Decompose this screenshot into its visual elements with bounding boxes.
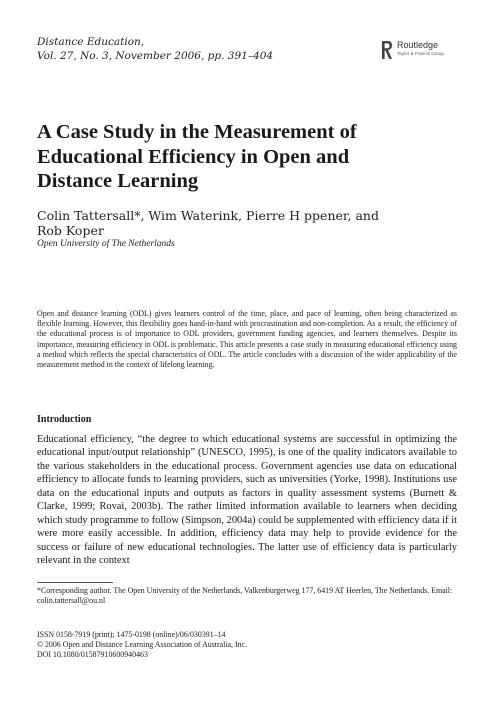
doi-line: DOI 10.1080/01587910600940463 — [37, 650, 148, 659]
routledge-logo-icon — [380, 40, 394, 60]
author-line: Colin Tattersall*, Wim Waterink, Pierre H ppener, and — [37, 208, 379, 223]
journal-name: Distance Education, — [37, 36, 145, 48]
publisher-name: Routledge — [397, 40, 439, 50]
author-affiliation: Open University of The Netherlands — [37, 239, 175, 249]
author-line: Rob Koper — [37, 223, 104, 238]
section-heading-introduction: Introduction — [37, 414, 92, 425]
title-line: Educational Efficiency in Open and — [37, 145, 350, 168]
issn-block — [37, 630, 247, 660]
abstract: Open and distance learning (ODL) gives learners control of the time, place, and pace of learning, often being characterized as flexible learning. However, this flexibility goes hand-in-hand with procrastination and non-completion. As a result, the efficiency of the educational process is of importance to ODL providers, government funding agencies, and learners themselves. Despite its importance, measuring efficiency in ODL is problematic. This article presents a case study in measuring educational efficiency using a method which reflects the special characteristics of ODL. The article concludes with a discussion of the wider applicability of the measurement method in the context of lifelong learning. — [37, 309, 457, 370]
author-list — [37, 208, 379, 238]
copyright-line: © 2006 Open and Distance Learning Association of Australia, Inc. — [37, 640, 248, 649]
publisher-group: Taylor & Francis Group — [397, 51, 444, 56]
corresponding-author-footnote: *Corresponding author. The Open University of the Netherlands, Valkenburgerweg 177, 6419 AT Heerlen, The Netherlands. Email: colin.tattersall@ou.nl — [37, 586, 453, 606]
journal-volume: Vol. 27, No. 3, November 2006, pp. 391–404 — [37, 50, 274, 62]
issn-line: ISSN 0158-7919 (print); 1475-0198 (online)/06/030391–14 — [37, 630, 226, 639]
footnote-divider — [37, 582, 113, 583]
article-title — [37, 120, 467, 194]
introduction-paragraph: Educational efficiency, “the degree to which educational systems are successful in optimizing the educational input/output relationship” (UNESCO, 1995), is one of the quality indicators available to the various stakeholders in the educational process. Government agencies use data on educational efficiency to allocate funds to learning providers, such as universities (Yorke, 1998). Institutions use data on the educational inputs and outputs as factors in quality assessment systems (Burnett & Clarke, 1999; Rovai, 2003b). The rather limited information available to learners when deciding which study programme to follow (Simpson, 2004a) could be supplemented with efficiency data if it were more easily accessible. In addition, efficiency data may help to provide evidence for the success or failure of new educational technologies. The latter use of efficiency data is particularly relevant in the context — [37, 434, 457, 567]
title-line: A Case Study in the Measurement of — [37, 121, 357, 143]
journal-citation — [37, 35, 273, 63]
title-line: Distance Learning — [37, 170, 199, 192]
